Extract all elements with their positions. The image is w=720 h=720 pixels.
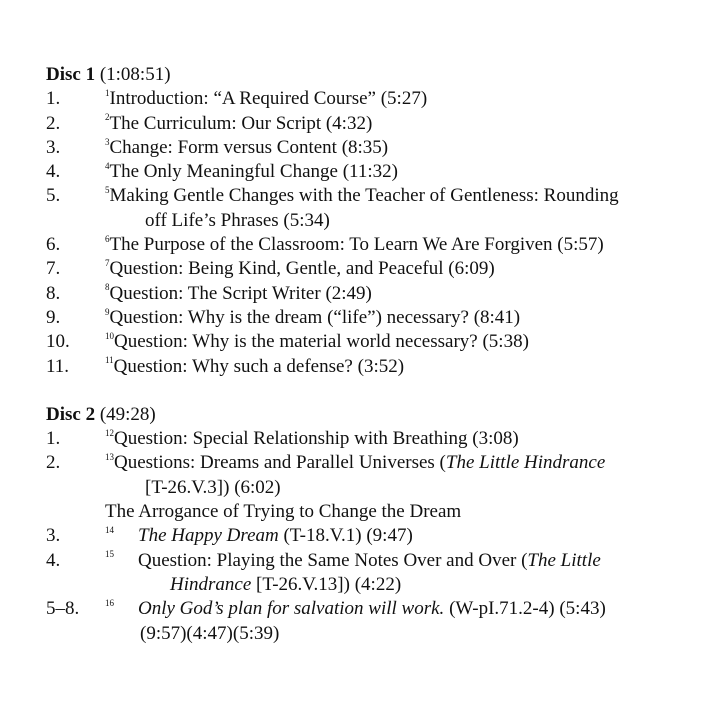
- item-title: Introduction: “A Required Course” (5:27): [109, 88, 428, 110]
- item-title-continued: off Life’s Phrases (5:34): [145, 209, 330, 231]
- list-item: [46, 427, 706, 451]
- item-title: Question: Why is the material world necessary? (5:38): [114, 331, 529, 353]
- item-number: 2.: [46, 112, 61, 134]
- item-title-italic-continued: Hindrance: [170, 573, 252, 595]
- list-item: [46, 282, 706, 306]
- item-number: 3.: [46, 136, 61, 158]
- item-title-continued: (9:57)(4:47)(5:39): [140, 622, 280, 644]
- list-item: [46, 184, 706, 233]
- track-marker: 16: [105, 597, 114, 608]
- item-number: 2.: [46, 452, 61, 474]
- list-item: [46, 306, 706, 330]
- disc-1-header: [46, 63, 706, 87]
- item-number: 11.: [46, 355, 70, 377]
- section-heading: The Arrogance of Trying to Change the Dream: [105, 501, 462, 523]
- list-item: [46, 549, 706, 598]
- track-marker: 13: [105, 452, 114, 463]
- item-title: (T-18.V.1) (9:47): [278, 525, 413, 547]
- item-number: 7.: [46, 258, 61, 280]
- item-title-italic: The Little: [527, 549, 601, 571]
- item-number: 5–8.: [46, 598, 80, 620]
- list-item: [46, 524, 706, 548]
- item-title: Question: Playing the Same Notes Over and Over (: [138, 549, 528, 571]
- track-marker: 11: [105, 355, 114, 366]
- disc-1-label: Disc 1: [46, 64, 96, 85]
- item-title-continued: [T-26.V.13]) (4:22): [251, 573, 402, 595]
- item-number: 6.: [46, 234, 61, 256]
- list-item: [46, 597, 706, 646]
- item-number: 3.: [46, 525, 61, 547]
- item-number: 1.: [46, 428, 61, 450]
- item-number: 4.: [46, 549, 61, 571]
- disc-2-label: Disc 2: [46, 403, 96, 425]
- list-item: [46, 136, 706, 160]
- track-marker: 5: [105, 185, 110, 196]
- track-marker: 9: [105, 306, 110, 317]
- item-title: The Only Meaningful Change (11:32): [109, 161, 398, 183]
- item-title: Making Gentle Changes with the Teacher of Gentleness: Rounding: [109, 185, 619, 207]
- track-marker: 3: [105, 136, 110, 147]
- spacer: [46, 379, 706, 403]
- list-item: [46, 87, 706, 111]
- track-marker: 10: [105, 330, 114, 341]
- disc-2-duration: (49:28): [99, 403, 156, 425]
- item-title: Question: Special Relationship with Breathing (3:08): [114, 428, 519, 450]
- item-title: Question: Why such a defense? (3:52): [113, 355, 405, 377]
- item-number: 10.: [46, 331, 70, 353]
- item-title-italic: The Little Hindrance: [445, 452, 606, 474]
- track-listing: [46, 63, 706, 646]
- list-item: [46, 112, 706, 136]
- track-marker: 15: [105, 549, 114, 560]
- item-title: Question: Being Kind, Gentle, and Peaceful (6:09): [109, 258, 495, 280]
- item-title-italic: The Happy Dream: [138, 525, 279, 547]
- disc-1-duration: (1:08:51): [99, 64, 171, 85]
- track-marker: 12: [105, 427, 114, 438]
- item-title: The Purpose of the Classroom: To Learn We Are Forgiven (5:57): [109, 234, 604, 256]
- item-title: Question: The Script Writer (2:49): [109, 282, 372, 304]
- item-title-italic: Only God’s plan for salvation will work.: [138, 598, 445, 620]
- item-title: Question: Why is the dream (“life”) necessary? (8:41): [109, 306, 521, 328]
- list-item: [46, 257, 706, 281]
- track-marker: 4: [105, 160, 110, 171]
- list-item: [46, 160, 706, 184]
- list-item: [46, 355, 706, 379]
- item-number: 5.: [46, 185, 61, 207]
- list-item: [46, 233, 706, 257]
- track-marker: 2: [105, 112, 110, 123]
- item-number: 9.: [46, 306, 61, 328]
- track-marker: 8: [105, 282, 110, 293]
- list-item: [46, 451, 706, 500]
- item-title: The Curriculum: Our Script (4:32): [109, 112, 373, 134]
- item-number: 1.: [46, 88, 61, 110]
- item-number: 8.: [46, 282, 61, 304]
- item-title: Change: Form versus Content (8:35): [109, 136, 389, 158]
- item-title: Questions: Dreams and Parallel Universes (: [114, 452, 446, 474]
- item-title: (W-pI.71.2-4) (5:43): [444, 598, 606, 620]
- disc-2-header: [46, 403, 706, 427]
- item-number: 4.: [46, 161, 61, 183]
- track-marker: 1: [105, 87, 110, 98]
- track-marker: 14: [105, 525, 114, 536]
- item-title-continued: [T-26.V.3]) (6:02): [145, 476, 281, 498]
- track-marker: 7: [105, 258, 110, 269]
- list-item: [46, 330, 706, 354]
- track-marker: 6: [105, 233, 110, 244]
